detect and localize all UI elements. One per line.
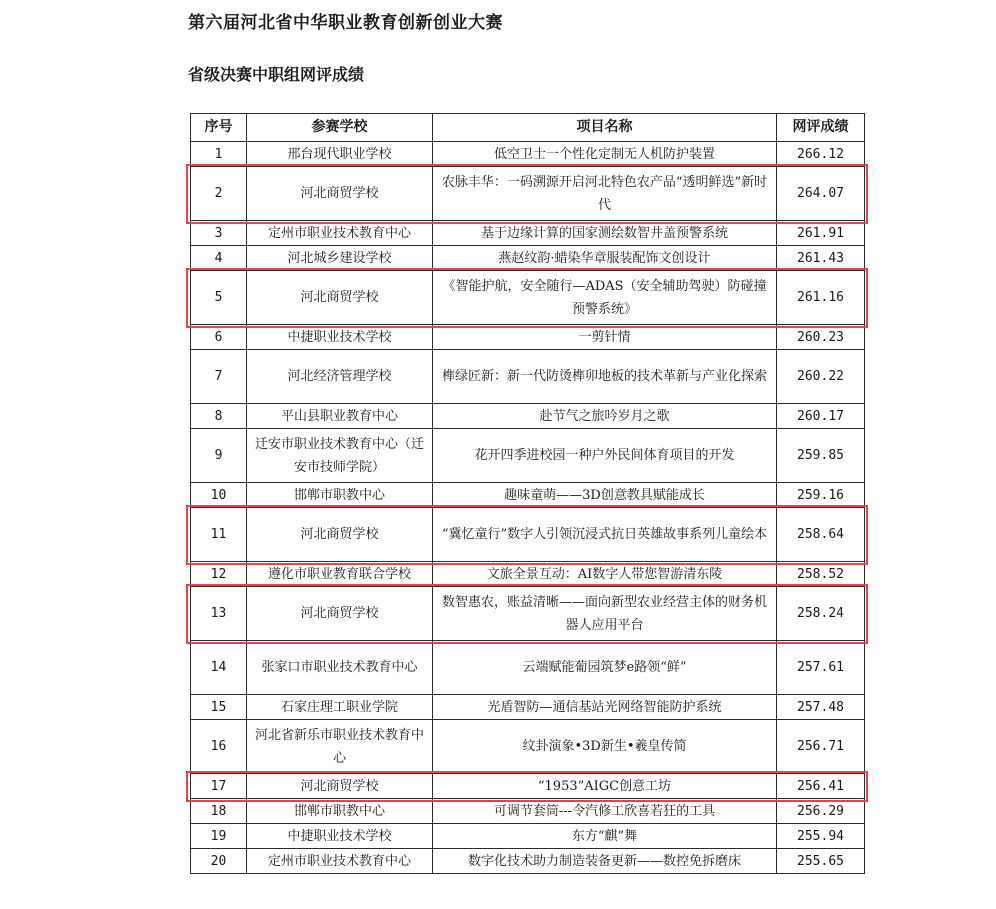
score-cell: 256.71 bbox=[777, 720, 865, 774]
row-number-cell: 2 bbox=[191, 167, 247, 221]
school-cell: 河北商贸学校 bbox=[247, 508, 433, 562]
header-project: 项目名称 bbox=[433, 114, 777, 142]
school-cell: 平山县职业教育中心 bbox=[247, 404, 433, 429]
page-title: 第六届河北省中华职业教育创新创业大赛 bbox=[188, 13, 503, 33]
school-cell: 遵化市职业教育联合学校 bbox=[247, 562, 433, 587]
page-subtitle: 省级决赛中职组网评成绩 bbox=[188, 65, 365, 84]
table-row bbox=[191, 641, 865, 695]
table-row bbox=[191, 429, 865, 483]
project-cell: 燕赵纹韵·蜡染华章服装配饰文创设计 bbox=[433, 246, 777, 271]
header-score: 网评成绩 bbox=[777, 114, 865, 142]
project-cell: 数智惠农，账益清晰——面向新型农业经营主体的财务机器人应用平台 bbox=[433, 587, 777, 641]
table-row bbox=[191, 167, 865, 221]
score-cell: 258.64 bbox=[777, 508, 865, 562]
project-cell: “冀忆童行”数字人引领沉浸式抗日英雄故事系列儿童绘本 bbox=[433, 508, 777, 562]
score-cell: 260.17 bbox=[777, 404, 865, 429]
project-cell: 云端赋能葡园筑梦e路领“鲜” bbox=[433, 641, 777, 695]
row-number-cell: 19 bbox=[191, 824, 247, 849]
school-cell: 石家庄理工职业学院 bbox=[247, 695, 433, 720]
table-row bbox=[191, 325, 865, 350]
score-cell: 255.94 bbox=[777, 824, 865, 849]
score-cell: 261.43 bbox=[777, 246, 865, 271]
project-cell: 一剪针情 bbox=[433, 325, 777, 350]
school-cell: 定州市职业技术教育中心 bbox=[247, 221, 433, 246]
project-cell: 数字化技术助力制造装备更新——数控免拆磨床 bbox=[433, 849, 777, 874]
school-cell: 河北经济管理学校 bbox=[247, 350, 433, 404]
project-cell: 文旅全景互动：AI数字人带您智游清东陵 bbox=[433, 562, 777, 587]
table-body bbox=[191, 142, 865, 874]
score-cell: 257.61 bbox=[777, 641, 865, 695]
row-number-cell: 14 bbox=[191, 641, 247, 695]
table-row bbox=[191, 799, 865, 824]
row-number-cell: 9 bbox=[191, 429, 247, 483]
table-row bbox=[191, 774, 865, 799]
school-cell: 河北省新乐市职业技术教育中心 bbox=[247, 720, 433, 774]
project-cell: 东方“麒”舞 bbox=[433, 824, 777, 849]
table-row bbox=[191, 824, 865, 849]
school-cell: 迁安市职业技术教育中心（迁安市技师学院） bbox=[247, 429, 433, 483]
table-row bbox=[191, 587, 865, 641]
row-number-cell: 3 bbox=[191, 221, 247, 246]
school-cell: 中捷职业技术学校 bbox=[247, 325, 433, 350]
score-cell: 258.24 bbox=[777, 587, 865, 641]
score-cell: 255.65 bbox=[777, 849, 865, 874]
project-cell: 光盾智防—通信基站光网络智能防护系统 bbox=[433, 695, 777, 720]
project-cell: 赴节气之旅吟岁月之歌 bbox=[433, 404, 777, 429]
table-row bbox=[191, 350, 865, 404]
school-cell: 河北商贸学校 bbox=[247, 774, 433, 799]
project-cell: 趣味童萌——3D创意教具赋能成长 bbox=[433, 483, 777, 508]
project-cell: 纹卦演象•3D新生•羲皇传简 bbox=[433, 720, 777, 774]
table-row bbox=[191, 246, 865, 271]
project-cell: 基于边缘计算的国家测绘数智井盖预警系统 bbox=[433, 221, 777, 246]
header-school: 参赛学校 bbox=[247, 114, 433, 142]
row-number-cell: 20 bbox=[191, 849, 247, 874]
score-cell: 264.07 bbox=[777, 167, 865, 221]
table-header-row bbox=[191, 114, 865, 142]
scores-table bbox=[190, 113, 865, 874]
school-cell: 邯郸市职教中心 bbox=[247, 483, 433, 508]
score-cell: 260.23 bbox=[777, 325, 865, 350]
score-cell: 257.48 bbox=[777, 695, 865, 720]
row-number-cell: 12 bbox=[191, 562, 247, 587]
school-cell: 河北城乡建设学校 bbox=[247, 246, 433, 271]
school-cell: 定州市职业技术教育中心 bbox=[247, 849, 433, 874]
row-number-cell: 4 bbox=[191, 246, 247, 271]
row-number-cell: 6 bbox=[191, 325, 247, 350]
table-row bbox=[191, 695, 865, 720]
table-row bbox=[191, 221, 865, 246]
school-cell: 中捷职业技术学校 bbox=[247, 824, 433, 849]
table-row bbox=[191, 271, 865, 325]
header-no: 序号 bbox=[191, 114, 247, 142]
score-cell: 266.12 bbox=[777, 142, 865, 167]
row-number-cell: 16 bbox=[191, 720, 247, 774]
school-cell: 河北商贸学校 bbox=[247, 271, 433, 325]
score-cell: 261.91 bbox=[777, 221, 865, 246]
score-cell: 259.16 bbox=[777, 483, 865, 508]
school-cell: 河北商贸学校 bbox=[247, 167, 433, 221]
row-number-cell: 15 bbox=[191, 695, 247, 720]
project-cell: 花开四季进校园一种户外民间体育项目的开发 bbox=[433, 429, 777, 483]
school-cell: 张家口市职业技术教育中心 bbox=[247, 641, 433, 695]
score-cell: 258.52 bbox=[777, 562, 865, 587]
school-cell: 邢台现代职业学校 bbox=[247, 142, 433, 167]
table-row bbox=[191, 720, 865, 774]
table-row bbox=[191, 142, 865, 167]
school-cell: 河北商贸学校 bbox=[247, 587, 433, 641]
row-number-cell: 18 bbox=[191, 799, 247, 824]
project-cell: 农脉丰华：一码溯源开启河北特色农产品“透明鲜选”新时代 bbox=[433, 167, 777, 221]
project-cell: 低空卫士一个性化定制无人机防护装置 bbox=[433, 142, 777, 167]
score-cell: 259.85 bbox=[777, 429, 865, 483]
score-cell: 256.41 bbox=[777, 774, 865, 799]
row-number-cell: 1 bbox=[191, 142, 247, 167]
row-number-cell: 10 bbox=[191, 483, 247, 508]
table-row bbox=[191, 508, 865, 562]
table-row bbox=[191, 849, 865, 874]
row-number-cell: 17 bbox=[191, 774, 247, 799]
row-number-cell: 5 bbox=[191, 271, 247, 325]
score-cell: 256.29 bbox=[777, 799, 865, 824]
table-row bbox=[191, 404, 865, 429]
row-number-cell: 8 bbox=[191, 404, 247, 429]
row-number-cell: 7 bbox=[191, 350, 247, 404]
row-number-cell: 13 bbox=[191, 587, 247, 641]
project-cell: 可调节套筒---令汽修工欣喜若狂的工具 bbox=[433, 799, 777, 824]
row-number-cell: 11 bbox=[191, 508, 247, 562]
project-cell: “1953”AIGC创意工坊 bbox=[433, 774, 777, 799]
table-row bbox=[191, 562, 865, 587]
project-cell: 《智能护航，安全随行—ADAS（安全辅助驾驶）防碰撞预警系统》 bbox=[433, 271, 777, 325]
school-cell: 邯郸市职教中心 bbox=[247, 799, 433, 824]
score-cell: 260.22 bbox=[777, 350, 865, 404]
score-cell: 261.16 bbox=[777, 271, 865, 325]
table-row bbox=[191, 483, 865, 508]
project-cell: 榫绿匠新：新一代防烫榫卯地板的技术革新与产业化探索 bbox=[433, 350, 777, 404]
